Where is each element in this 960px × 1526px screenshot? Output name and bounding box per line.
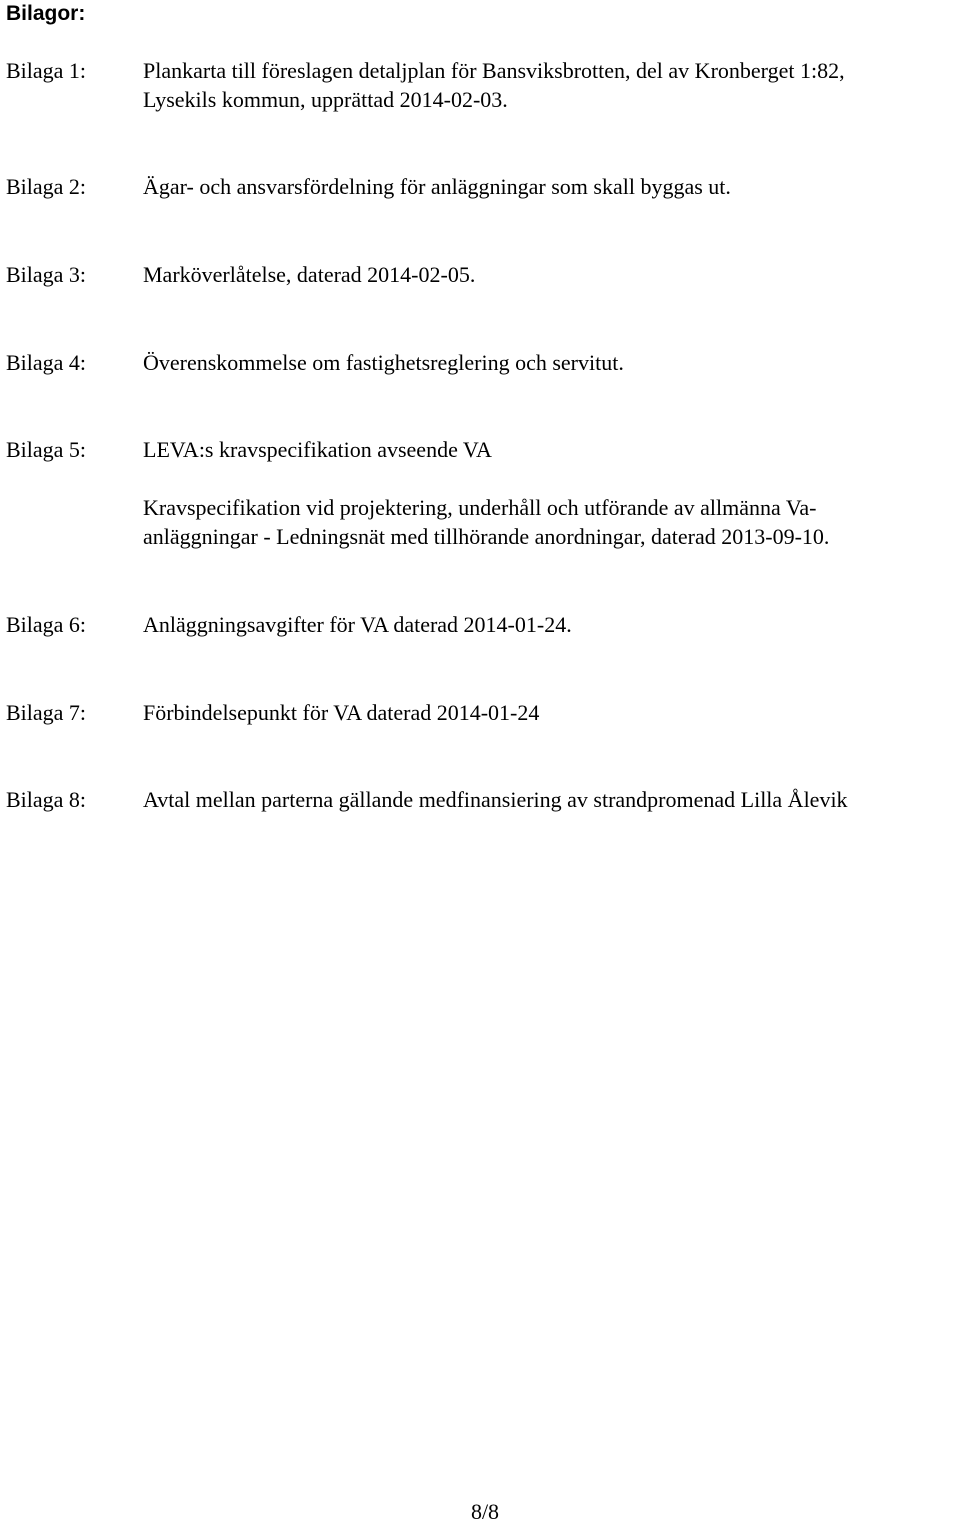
attachment-description xyxy=(143,785,955,814)
attachment-label: Bilaga 3: xyxy=(6,262,87,287)
attachment-label: Bilaga 8: xyxy=(6,787,87,812)
attachment-description xyxy=(143,698,955,727)
attachment-label: Bilaga 7: xyxy=(6,700,87,725)
attachment-description xyxy=(143,172,955,201)
section-heading: Bilagor: xyxy=(6,2,86,25)
description-line: Överenskommelse om fastighetsreglering och servitut. xyxy=(143,350,624,375)
description-line: Marköverlåtelse, daterad 2014-02-05. xyxy=(143,262,476,287)
attachment-description xyxy=(143,56,955,114)
attachment-subdescription xyxy=(143,493,955,551)
attachment-label: Bilaga 4: xyxy=(6,350,87,375)
description-line: Lysekils kommun, upprättad 2014-02-03. xyxy=(143,87,508,112)
description-line: Ägar- och ansvarsfördelning för anläggningar som skall byggas ut. xyxy=(143,174,731,199)
attachment-label: Bilaga 2: xyxy=(6,174,87,199)
description-line: Plankarta till föreslagen detaljplan för Bansviksbrotten, del av Kronberget 1:82, xyxy=(143,58,845,83)
description-line: anläggningar - Ledningsnät med tillhörande anordningar, daterad 2013-09-10. xyxy=(143,524,830,549)
attachment-label: Bilaga 5: xyxy=(6,437,87,462)
attachment-description xyxy=(143,348,955,377)
description-line: LEVA:s kravspecifikation avseende VA xyxy=(143,437,492,462)
attachment-description xyxy=(143,260,955,289)
description-line: Avtal mellan parterna gällande medfinansiering av strandpromenad Lilla Ålevik xyxy=(143,787,848,812)
description-line: Anläggningsavgifter för VA daterad 2014-01-24. xyxy=(143,612,572,637)
attachment-description xyxy=(143,435,955,551)
description-line: Kravspecifikation vid projektering, underhåll och utförande av allmänna Va- xyxy=(143,495,817,520)
description-line: Förbindelsepunkt för VA daterad 2014-01-24 xyxy=(143,700,540,725)
attachment-label: Bilaga 6: xyxy=(6,612,87,637)
attachment-label: Bilaga 1: xyxy=(6,58,87,83)
page-number: 8/8 xyxy=(470,1499,500,1524)
attachment-description xyxy=(143,610,955,639)
